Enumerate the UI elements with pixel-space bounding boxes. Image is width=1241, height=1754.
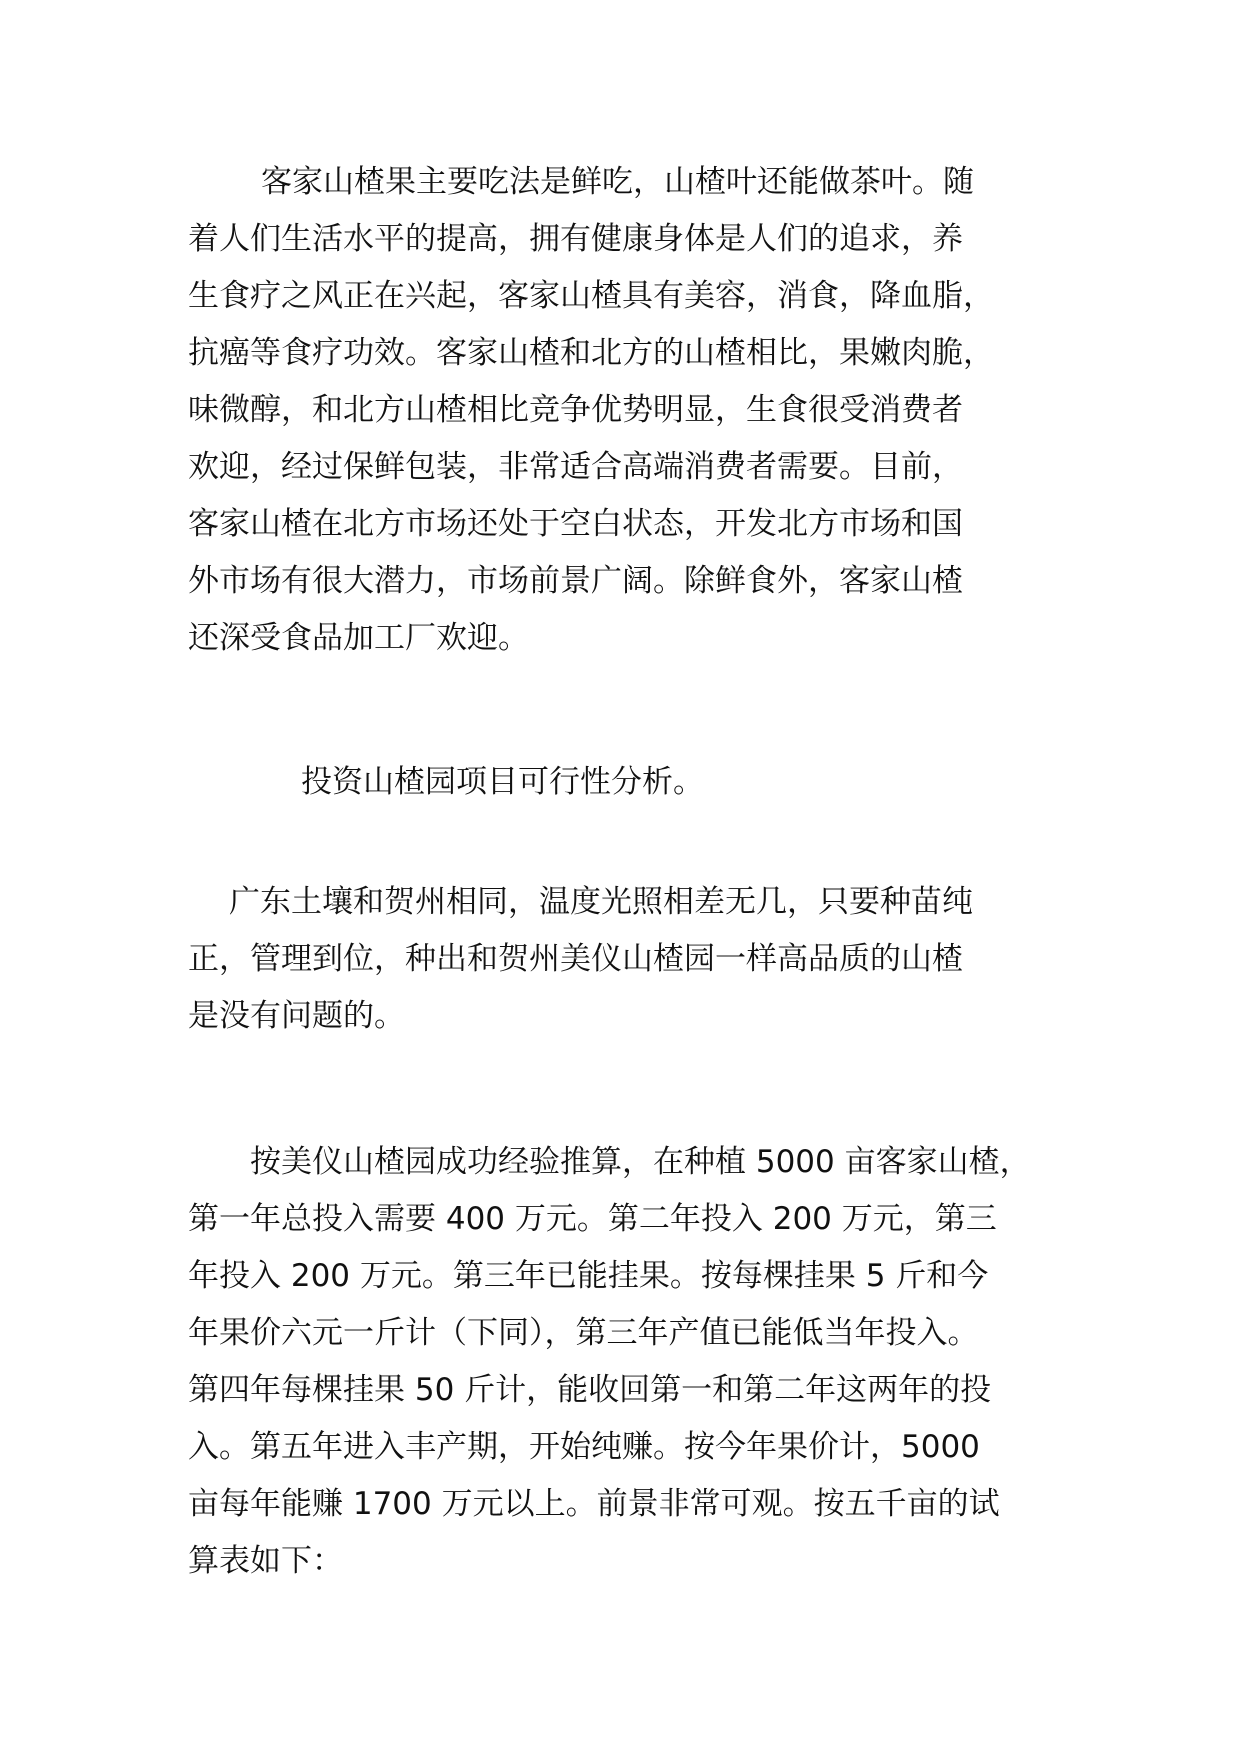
text-line: 抗癌等食疗功效。客家山楂和北方的山楂相比，果嫩肉脆，: [188, 335, 994, 371]
text-line: 是没有问题的。: [188, 998, 405, 1034]
paragraph-soil-climate: [188, 874, 973, 1045]
heading-line: 投资山楂园项目可行性分析。: [301, 764, 704, 800]
paragraph-hawthorn-intro: [188, 154, 994, 667]
text-line: 亩每年能赚 1700 万元以上。前景非常可观。按五千亩的试: [188, 1486, 1000, 1522]
text-line: 算表如下：: [188, 1543, 343, 1579]
paragraph-investment-estimate: [188, 1134, 1031, 1590]
text-line: 客家山楂果主要吃法是鲜吃，山楂叶还能做茶叶。随: [261, 164, 974, 200]
text-line: 广东土壤和贺州相同，温度光照相差无几，只要种苗纯: [229, 884, 973, 920]
text-line: 生食疗之风正在兴起，客家山楂具有美容，消食，降血脂，: [188, 278, 994, 314]
text-line: 按美仪山楂园成功经验推算，在种植 5000 亩客家山楂，: [250, 1144, 1031, 1180]
text-line: 第一年总投入需要 400 万元。第二年投入 200 万元，第三: [188, 1201, 997, 1237]
text-line: 着人们生活水平的提高，拥有健康身体是人们的追求，养: [188, 221, 963, 257]
text-line: 第四年每棵挂果 50 斤计，能收回第一和第二年这两年的投: [188, 1372, 992, 1408]
section-heading-feasibility: [188, 754, 704, 811]
text-line: 还深受食品加工厂欢迎。: [188, 620, 529, 656]
text-line: 年投入 200 万元。第三年已能挂果。按每棵挂果 5 斤和今: [188, 1258, 989, 1294]
text-line: 客家山楂在北方市场还处于空白状态，开发北方市场和国: [188, 506, 963, 542]
text-line: 正，管理到位，种出和贺州美仪山楂园一样高品质的山楂: [188, 941, 963, 977]
text-line: 入。第五年进入丰产期，开始纯赚。按今年果价计，5000: [188, 1429, 980, 1465]
text-line: 外市场有很大潜力，市场前景广阔。除鲜食外，客家山楂: [188, 563, 963, 599]
text-line: 年果价六元一斤计（下同），第三年产值已能低当年投入。: [188, 1315, 979, 1351]
text-line: 味微醇，和北方山楂相比竞争优势明显，生食很受消费者: [188, 392, 963, 428]
text-line: 欢迎，经过保鲜包装，非常适合高端消费者需要。目前，: [188, 449, 963, 485]
